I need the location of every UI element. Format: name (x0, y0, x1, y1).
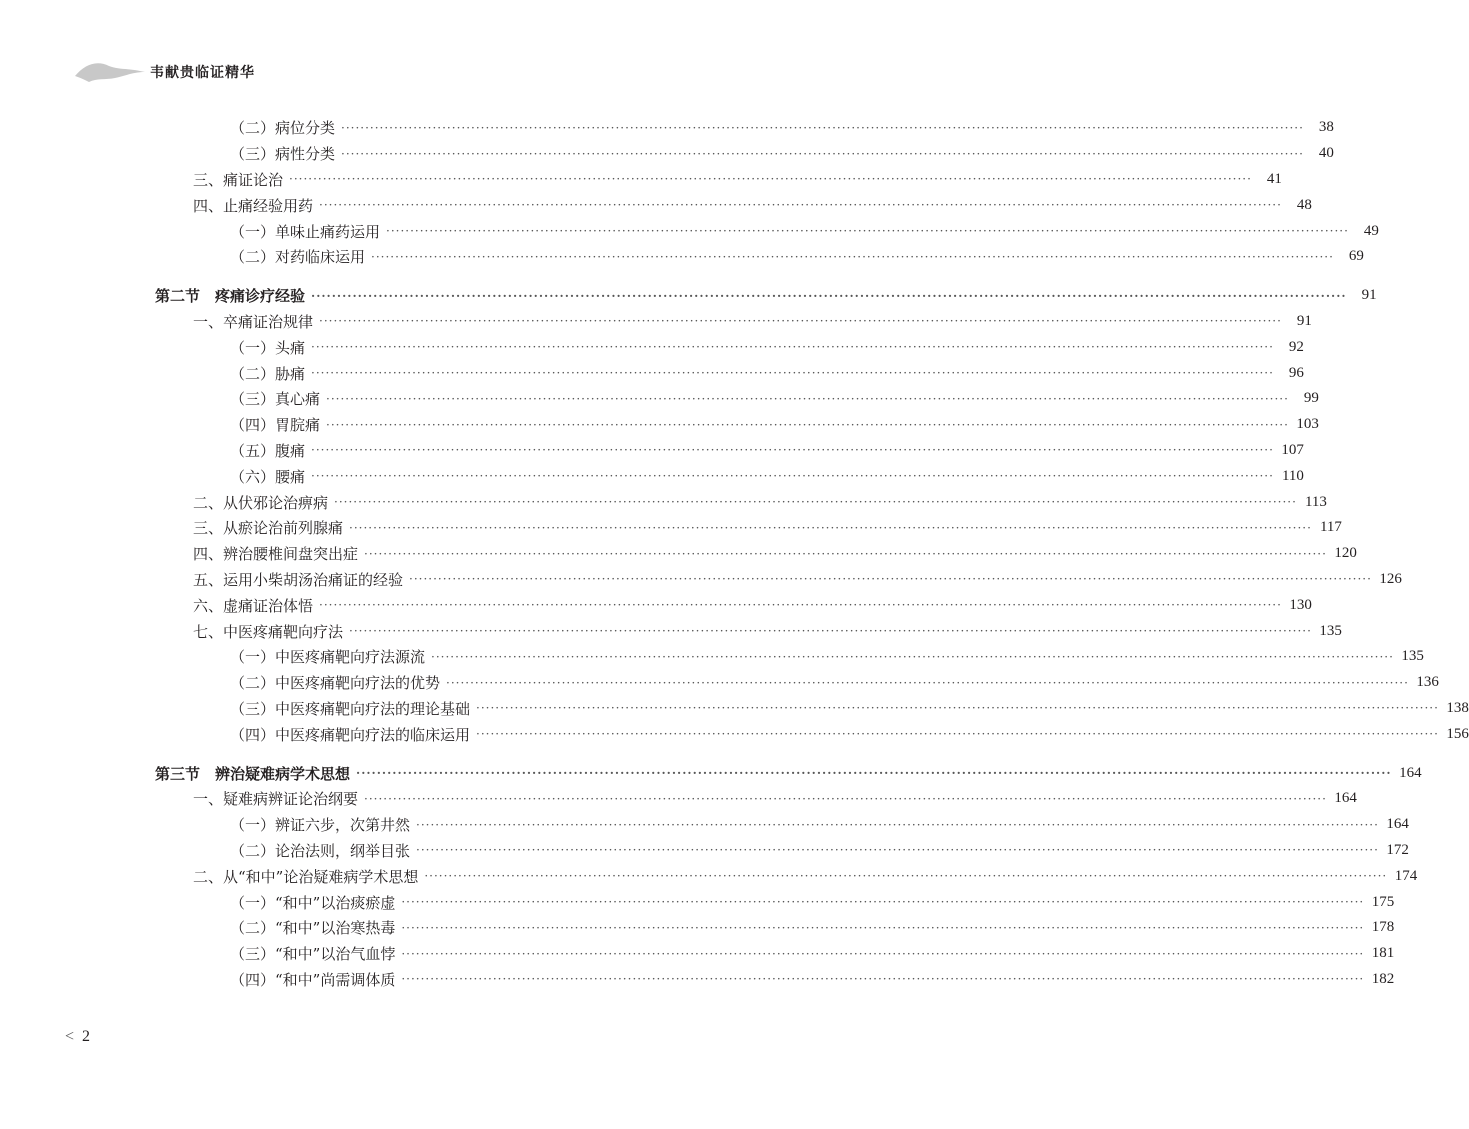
toc-entry-page: 130 (1289, 596, 1312, 613)
toc-entry[interactable] (155, 696, 1469, 722)
toc-entry[interactable] (155, 360, 1304, 386)
dot-leader: ········································································································································································································ (364, 791, 1327, 806)
toc-entry[interactable] (155, 541, 1357, 567)
dot-leader: ········································································································································································································ (319, 314, 1282, 329)
toc-entry-page: 136 (1416, 674, 1439, 691)
dot-leader: ········································································································································································································ (289, 172, 1252, 187)
dot-leader: ········································································································································································································ (401, 895, 1365, 909)
toc-entry-title: （四）中医疼痛靶向疗法的临床运用 (230, 725, 471, 744)
toc-entry-title: （四）胃脘痛 (230, 416, 321, 435)
running-header-title: 韦献贵临证精华 (150, 65, 255, 81)
toc-entry-page: 113 (1304, 493, 1327, 510)
toc-entry-title: （二）“和中”以治寒热毒 (230, 919, 396, 938)
toc-entry[interactable] (155, 412, 1319, 438)
toc-entry[interactable] (155, 218, 1379, 244)
dot-leader: ········································································································································································································ (341, 120, 1304, 135)
dot-leader: ········································································································································································································ (401, 946, 1365, 961)
toc-entry[interactable] (155, 967, 1395, 993)
toc-entry[interactable] (155, 670, 1439, 696)
toc-entry-page: 174 (1394, 867, 1418, 884)
toc-entry-page: 92 (1288, 338, 1304, 355)
toc-entry-title: 第二节 疼痛诊疗经验 (155, 287, 306, 306)
toc-entry-title: （一）辨证六步，次第井然 (230, 816, 411, 835)
toc-entry[interactable] (155, 438, 1304, 464)
toc-entry[interactable] (155, 618, 1342, 644)
dot-leader: ········································································································································································································ (416, 843, 1379, 858)
toc-entry-title: （六）腰痛 (230, 467, 306, 486)
toc-entry[interactable] (155, 141, 1334, 167)
toc-entry-title: （四）“和中”尚需调体质 (230, 970, 396, 989)
toc-entry[interactable] (155, 941, 1395, 967)
toc-entry[interactable] (155, 515, 1342, 541)
toc-entry-page: 110 (1281, 467, 1304, 484)
toc-entry-page: 181 (1371, 945, 1395, 962)
dot-leader: ········································································································································································································ (371, 249, 1334, 264)
dot-leader: ········································································································································································································ (349, 624, 1312, 639)
toc-entry-page: 164 (1386, 816, 1409, 833)
toc-entry[interactable] (155, 889, 1395, 915)
toc-entry-page: 156 (1446, 725, 1469, 742)
toc-entry-title: 三、从瘀论治前列腺痛 (193, 519, 344, 538)
toc-entry-page: 40 (1318, 145, 1334, 162)
toc-entry-title: （五）腹痛 (230, 441, 306, 460)
toc-entry[interactable] (155, 838, 1409, 864)
toc-entry-page: 175 (1371, 893, 1395, 910)
dot-leader: ········································································································································································································ (349, 520, 1312, 535)
toc-entry-title: 二、从“和中”论治疑难病学术思想 (193, 867, 419, 886)
toc-entry[interactable] (155, 244, 1364, 270)
toc-entry-page: 172 (1386, 841, 1409, 858)
toc-entry-title: （一）“和中”以治痰瘀虚 (230, 893, 396, 912)
dot-leader: ········································································································································································································ (319, 598, 1282, 613)
toc-entry-page: 178 (1371, 919, 1395, 936)
toc-entry-title: （三）“和中”以治气血悖 (230, 945, 396, 964)
page-number: 2 (82, 1028, 91, 1045)
dot-leader: ········································································································································································································ (424, 869, 1388, 884)
dot-leader: ········································································································································································································ (401, 972, 1365, 987)
toc-entry[interactable] (155, 812, 1409, 838)
toc-entry-page: 91 (1361, 287, 1377, 304)
dot-leader: ········································································································································································································ (364, 546, 1327, 561)
toc-entry-page: 182 (1371, 970, 1395, 987)
toc-entry-title: （二）对药临床运用 (230, 248, 366, 267)
toc-entry[interactable] (155, 167, 1282, 193)
table-of-contents (155, 115, 1469, 992)
toc-entry[interactable] (155, 463, 1304, 489)
toc-entry[interactable] (155, 334, 1304, 360)
toc-entry-title: （二）病位分类 (230, 119, 336, 138)
toc-entry-title: （一）中医疼痛靶向疗法源流 (230, 648, 426, 667)
toc-entry-page: 69 (1348, 248, 1364, 265)
toc-entry-title: （二）论治法则，纲举目张 (230, 841, 411, 860)
chevron-left-icon: < (65, 1028, 75, 1045)
dot-leader: ········································································································································································································ (409, 572, 1372, 587)
header-flag-decoration (75, 58, 147, 84)
toc-entry[interactable] (155, 592, 1312, 618)
toc-entry-title: 五、运用小柴胡汤治痛证的经验 (193, 570, 404, 589)
toc-entry-title: （一）头痛 (230, 338, 306, 357)
toc-entry[interactable] (155, 644, 1424, 670)
toc-entry[interactable] (155, 915, 1395, 941)
toc-entry-page: 41 (1266, 170, 1282, 187)
toc-entry[interactable] (155, 863, 1418, 889)
toc-entry-page: 107 (1281, 441, 1304, 458)
dot-leader: ········································································································································································································ (311, 366, 1274, 381)
dot-leader: ········································································································································································································ (476, 727, 1439, 742)
toc-entry-title: 七、中医疼痛靶向疗法 (193, 622, 344, 641)
toc-entry-page: 99 (1303, 390, 1319, 407)
toc-entry-page: 48 (1296, 196, 1312, 213)
toc-entry-title: （一）单味止痛药运用 (230, 222, 381, 241)
toc-entry-title: 四、止痛经验用药 (193, 196, 314, 215)
dot-leader: ········································································································································································································ (311, 443, 1274, 458)
toc-entry-title: （二）胁痛 (230, 364, 306, 383)
toc-entry-page: 49 (1363, 222, 1379, 239)
toc-entry-page: 38 (1318, 119, 1334, 136)
toc-entry-page: 135 (1401, 648, 1424, 665)
toc-entry-title: 二、从伏邪论治痹病 (193, 493, 329, 512)
toc-entry-title: 一、疑难病辨证论治纲要 (193, 790, 359, 809)
dot-leader: ········································································································································································································ (326, 417, 1289, 432)
dot-leader: ········································································································································································································ (476, 701, 1439, 716)
toc-entry-title: （三）中医疼痛靶向疗法的理论基础 (230, 699, 471, 718)
toc-entry[interactable] (155, 309, 1312, 335)
dot-leader: ········································································································································································································ (334, 495, 1297, 510)
page-footer (65, 1028, 90, 1046)
dot-leader: ········································································································································································································ (356, 766, 1392, 781)
toc-entry-page: 164 (1399, 764, 1422, 781)
toc-entry[interactable] (155, 786, 1357, 812)
toc-entry[interactable] (155, 489, 1327, 515)
toc-entry[interactable] (155, 386, 1319, 412)
dot-leader: ········································································································································································································ (319, 198, 1282, 213)
dot-leader: ········································································································································································································ (401, 920, 1365, 935)
toc-entry-page: 135 (1319, 622, 1342, 639)
toc-entry-title: 四、辨治腰椎间盘突出症 (193, 545, 359, 564)
toc-section-entry[interactable] (155, 283, 1377, 309)
toc-entry-page: 164 (1334, 790, 1357, 807)
dot-leader: ········································································································································································································ (311, 288, 1347, 303)
dot-leader: ········································································································································································································ (431, 649, 1394, 664)
toc-entry-page: 91 (1296, 312, 1312, 329)
toc-entry-title: （二）中医疼痛靶向疗法的优势 (230, 674, 441, 693)
toc-entry[interactable] (155, 567, 1402, 593)
dot-leader: ········································································································································································································ (416, 817, 1379, 832)
toc-entry-title: 三、痛证论治 (193, 170, 284, 189)
dot-leader: ········································································································································································································ (311, 340, 1274, 355)
toc-entry[interactable] (155, 192, 1312, 218)
toc-entry-page: 103 (1296, 416, 1319, 433)
toc-entry-title: （三）病性分类 (230, 145, 336, 164)
toc-entry-title: 第三节 辨治疑难病学术思想 (155, 764, 351, 783)
toc-entry[interactable] (155, 721, 1469, 747)
toc-entry-page: 138 (1446, 699, 1469, 716)
toc-entry-title: 六、虚痛证治体悟 (193, 596, 314, 615)
dot-leader: ········································································································································································································ (341, 146, 1304, 161)
dot-leader: ········································································································································································································ (311, 469, 1274, 484)
toc-entry-page: 96 (1288, 364, 1304, 381)
toc-section-entry[interactable] (155, 760, 1422, 786)
toc-entry[interactable] (155, 115, 1334, 141)
dot-leader: ········································································································································································································ (326, 391, 1289, 406)
toc-entry-title: （三）真心痛 (230, 390, 321, 409)
toc-entry-page: 117 (1319, 519, 1342, 536)
dot-leader: ········································································································································································································ (446, 675, 1409, 690)
toc-entry-title: 一、卒痛证治规律 (193, 312, 314, 331)
toc-entry-page: 120 (1334, 545, 1357, 562)
toc-entry-page: 126 (1379, 570, 1402, 587)
dot-leader: ········································································································································································································ (386, 224, 1349, 239)
